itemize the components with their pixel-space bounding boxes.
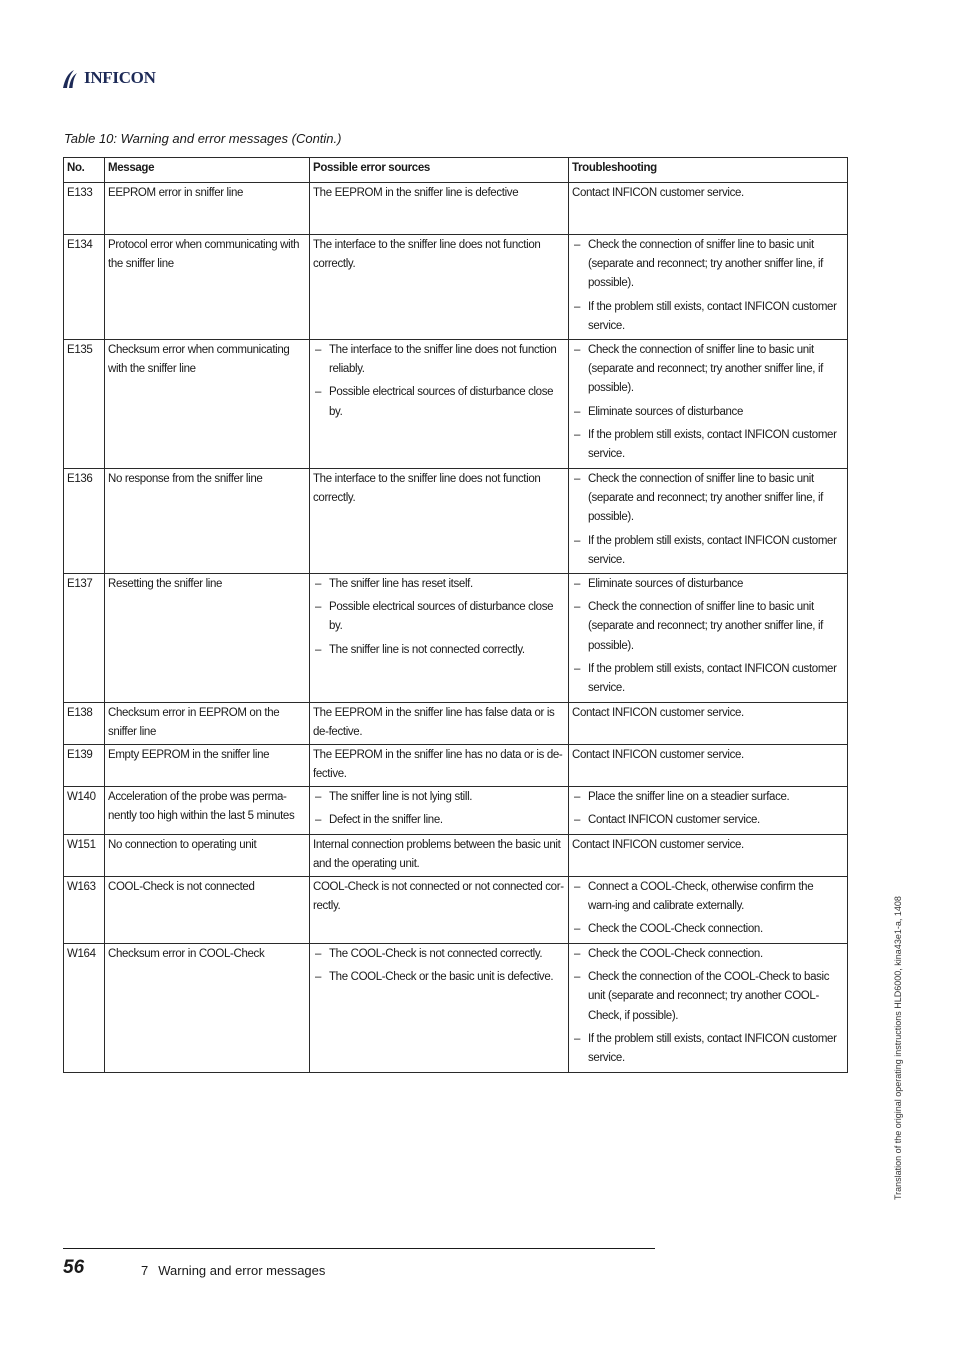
troubleshooting-list bbox=[572, 878, 843, 940]
table-row bbox=[64, 835, 848, 877]
error-sources-cell: COOL-Check is not connected or not connected cor-rectly. bbox=[310, 877, 569, 944]
troubleshooting-cell: Contact INFICON customer service. bbox=[569, 835, 848, 877]
error-messages-table bbox=[63, 157, 848, 1073]
list-item: – If the problem still exists, contact INFICON customer service. bbox=[572, 298, 843, 336]
troubleshooting-cell: Contact INFICON customer service. bbox=[569, 703, 848, 745]
list-item: – The interface to the sniffer line does not function reliably. bbox=[313, 341, 564, 379]
error-sources-cell: Internal connection problems between the basic unit and the operating unit. bbox=[310, 835, 569, 877]
list-item: – Possible electrical sources of disturbance close by. bbox=[313, 598, 564, 636]
troubleshooting-list bbox=[572, 236, 843, 336]
logo-text: INFICON bbox=[84, 68, 156, 87]
error-sources-cell bbox=[310, 787, 569, 835]
error-number-cell: E138 bbox=[64, 703, 105, 745]
table-row bbox=[64, 235, 848, 340]
message-cell: Acceleration of the probe was perma-nently too high within the last 5 minutes bbox=[105, 787, 310, 835]
chapter-number: 7 bbox=[141, 1263, 149, 1278]
list-item: – Contact INFICON customer service. bbox=[572, 811, 843, 830]
error-number-cell: W164 bbox=[64, 944, 105, 1073]
table-row bbox=[64, 877, 848, 944]
error-number-cell: E136 bbox=[64, 469, 105, 574]
troubleshooting-cell bbox=[569, 574, 848, 703]
list-item: – Check the COOL-Check connection. bbox=[572, 920, 843, 939]
table-row bbox=[64, 340, 848, 469]
troubleshooting-cell: Contact INFICON customer service. bbox=[569, 745, 848, 787]
list-item: – Check the connection of sniffer line to basic unit (separate and reconnect; try another sniffer line, if possible). bbox=[572, 341, 843, 399]
table-header-row bbox=[64, 158, 848, 183]
troubleshooting-cell bbox=[569, 235, 848, 340]
error-sources-cell bbox=[310, 944, 569, 1073]
error-number-cell: W151 bbox=[64, 835, 105, 877]
message-cell: Protocol error when communicating with the sniffer line bbox=[105, 235, 310, 340]
error-number-cell: W140 bbox=[64, 787, 105, 835]
list-item: – Connect a COOL-Check, otherwise confirm the warn-ing and calibrate externally. bbox=[572, 878, 843, 916]
list-item: – The sniffer line has reset itself. bbox=[313, 575, 564, 594]
message-cell: Resetting the sniffer line bbox=[105, 574, 310, 703]
message-cell: Empty EEPROM in the sniffer line bbox=[105, 745, 310, 787]
list-item: – Check the connection of sniffer line to basic unit (separate and reconnect; try another sniffer line, if possible). bbox=[572, 236, 843, 294]
sources-list bbox=[313, 945, 564, 987]
error-sources-cell: The interface to the sniffer line does not function correctly. bbox=[310, 235, 569, 340]
list-item: – Check the connection of sniffer line to basic unit (separate and reconnect; try another sniffer line, if possible). bbox=[572, 598, 843, 656]
error-number-cell: E139 bbox=[64, 745, 105, 787]
list-item: – Eliminate sources of disturbance bbox=[572, 575, 843, 594]
troubleshooting-cell bbox=[569, 944, 848, 1073]
message-cell: Checksum error in EEPROM on the sniffer line bbox=[105, 703, 310, 745]
error-number-cell: E137 bbox=[64, 574, 105, 703]
list-item: – Place the sniffer line on a steadier surface. bbox=[572, 788, 843, 807]
table-row bbox=[64, 183, 848, 235]
list-item: – If the problem still exists, contact INFICON customer service. bbox=[572, 660, 843, 698]
list-item: – If the problem still exists, contact INFICON customer service. bbox=[572, 426, 843, 464]
troubleshooting-cell bbox=[569, 469, 848, 574]
message-cell: No response from the sniffer line bbox=[105, 469, 310, 574]
column-header-message: Message bbox=[105, 158, 310, 183]
chapter-reference bbox=[141, 1263, 325, 1278]
list-item: – Check the COOL-Check connection. bbox=[572, 945, 843, 964]
sources-list bbox=[313, 788, 564, 830]
troubleshooting-list bbox=[572, 470, 843, 570]
error-sources-cell: The EEPROM in the sniffer line has no data or is de-fective. bbox=[310, 745, 569, 787]
error-number-cell: E135 bbox=[64, 340, 105, 469]
list-item: – The sniffer line is not connected correctly. bbox=[313, 641, 564, 660]
error-sources-cell: The EEPROM in the sniffer line is defective bbox=[310, 183, 569, 235]
page-number: 56 bbox=[63, 1257, 85, 1278]
message-cell: COOL-Check is not connected bbox=[105, 877, 310, 944]
troubleshooting-list bbox=[572, 788, 843, 830]
troubleshooting-list bbox=[572, 575, 843, 698]
table-row bbox=[64, 944, 848, 1073]
troubleshooting-cell: Contact INFICON customer service. bbox=[569, 183, 848, 235]
troubleshooting-list bbox=[572, 945, 843, 1068]
table-row bbox=[64, 469, 848, 574]
error-number-cell: E133 bbox=[64, 183, 105, 235]
table-row bbox=[64, 703, 848, 745]
list-item: – Eliminate sources of disturbance bbox=[572, 403, 843, 422]
list-item: – The COOL-Check is not connected correctly. bbox=[313, 945, 564, 964]
table-caption: Table 10: Warning and error messages (Contin.) bbox=[64, 131, 342, 146]
error-number-cell: W163 bbox=[64, 877, 105, 944]
message-cell: Checksum error in COOL-Check bbox=[105, 944, 310, 1073]
error-sources-cell bbox=[310, 340, 569, 469]
message-cell: No connection to operating unit bbox=[105, 835, 310, 877]
table-row bbox=[64, 574, 848, 703]
message-cell: EEPROM error in sniffer line bbox=[105, 183, 310, 235]
sources-list bbox=[313, 575, 564, 660]
list-item: – Check the connection of sniffer line to basic unit (separate and reconnect; try another sniffer line, if possible). bbox=[572, 470, 843, 528]
error-sources-cell: The interface to the sniffer line does not function correctly. bbox=[310, 469, 569, 574]
list-item: – The COOL-Check or the basic unit is defective. bbox=[313, 968, 564, 987]
list-item: – Defect in the sniffer line. bbox=[313, 811, 564, 830]
document-reference: Translation of the original operating instructions HLD6000, kina43e1-a, 1408 bbox=[893, 896, 903, 1200]
inficon-logo bbox=[60, 66, 156, 90]
list-item: – Check the connection of the COOL-Check to basic unit (separate and reconnect; try another COOL-Check, if possible). bbox=[572, 968, 843, 1026]
list-item: – Possible electrical sources of disturbance close by. bbox=[313, 383, 564, 421]
error-number-cell: E134 bbox=[64, 235, 105, 340]
list-item: – If the problem still exists, contact INFICON customer service. bbox=[572, 532, 843, 570]
troubleshooting-cell bbox=[569, 877, 848, 944]
column-header-troubleshooting: Troubleshooting bbox=[569, 158, 848, 183]
troubleshooting-cell bbox=[569, 340, 848, 469]
sources-list bbox=[313, 341, 564, 422]
message-cell: Checksum error when communicating with the sniffer line bbox=[105, 340, 310, 469]
error-sources-cell: The EEPROM in the sniffer line has false data or is de-fective. bbox=[310, 703, 569, 745]
column-header-no: No. bbox=[64, 158, 105, 183]
list-item: – If the problem still exists, contact INFICON customer service. bbox=[572, 1030, 843, 1068]
table-row bbox=[64, 787, 848, 835]
inficon-logo-icon bbox=[60, 67, 82, 89]
footer-divider bbox=[63, 1248, 655, 1249]
column-header-sources: Possible error sources bbox=[310, 158, 569, 183]
troubleshooting-cell bbox=[569, 787, 848, 835]
list-item: – The sniffer line is not lying still. bbox=[313, 788, 564, 807]
table-row bbox=[64, 745, 848, 787]
chapter-title: Warning and error messages bbox=[158, 1263, 326, 1278]
troubleshooting-list bbox=[572, 341, 843, 464]
error-sources-cell bbox=[310, 574, 569, 703]
